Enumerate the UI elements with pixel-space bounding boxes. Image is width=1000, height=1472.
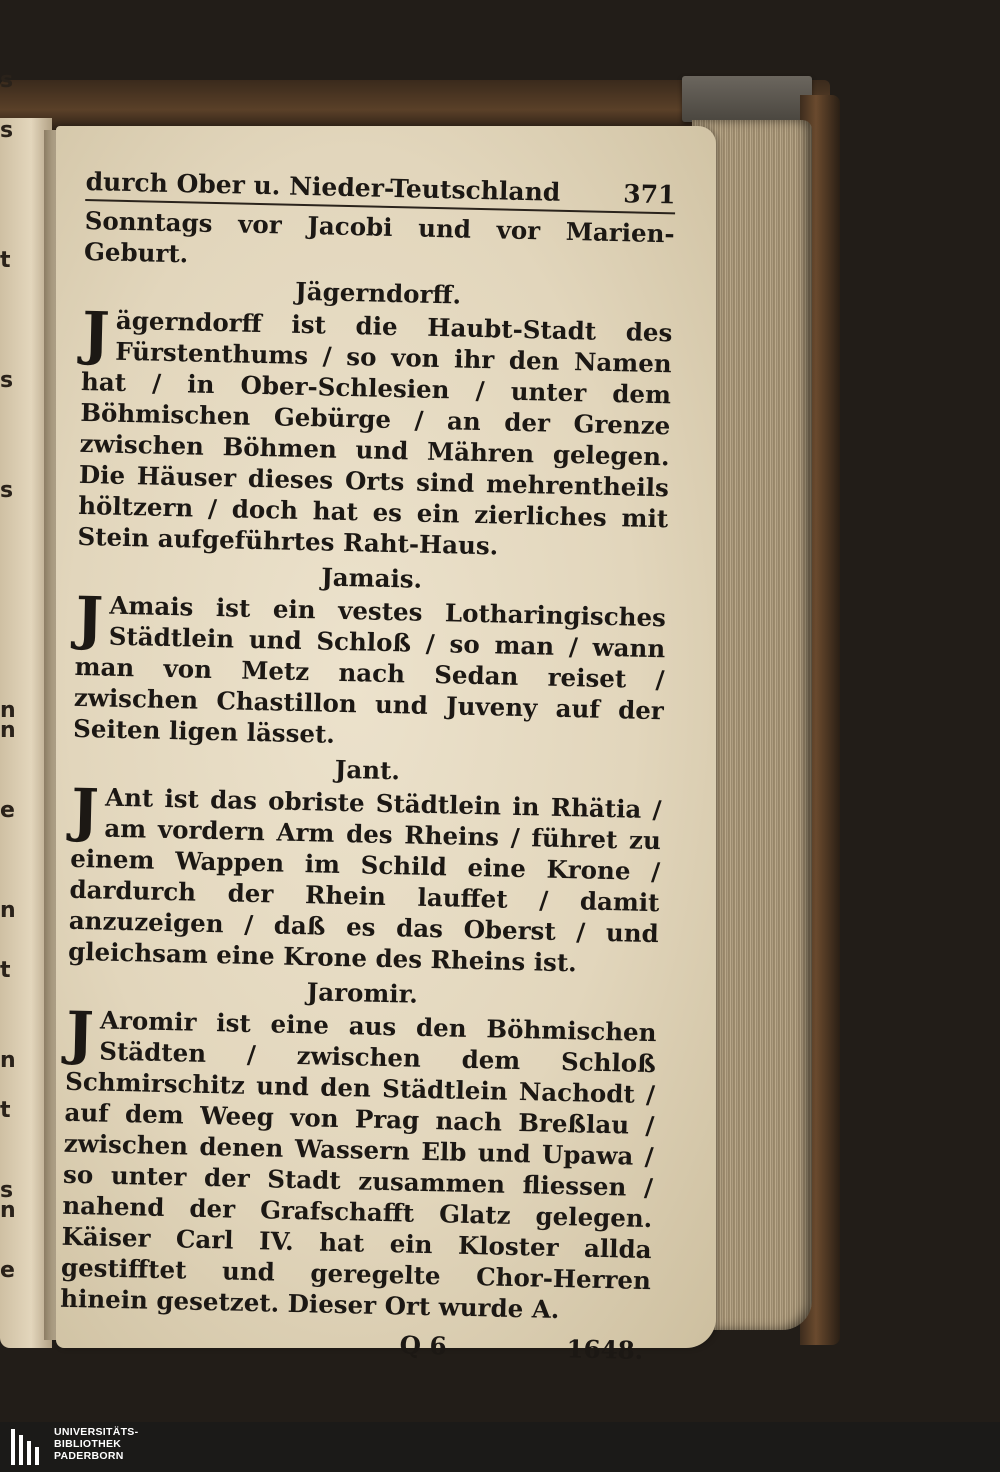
left-edge-letter: t xyxy=(0,248,11,273)
left-edge-letter: s xyxy=(0,68,14,93)
catchword: 1648. xyxy=(566,1334,644,1365)
library-name-line1: UNIVERSITÄTS- xyxy=(54,1426,139,1438)
left-edge-letter: s xyxy=(0,1178,14,1203)
left-edge-letter: t xyxy=(0,958,11,983)
library-name-line2: BIBLIOTHEK xyxy=(54,1438,122,1450)
library-footer-bar xyxy=(0,1422,1000,1472)
left-edge-letter: e xyxy=(0,1258,15,1283)
entry-text: Amais ist ein vestes Lotharingisches Städtlein und Schloß / so man / wann man von Metz nach Sedan reiset / zwischen Chastillon und Juveny auf der Seiten ligen lässet. xyxy=(72,590,667,749)
left-edge-letter: n xyxy=(0,718,16,743)
left-edge-letter: s xyxy=(0,368,14,393)
metal-clasp xyxy=(682,76,812,122)
drop-cap-initial: J xyxy=(65,998,95,1068)
library-name-line3: PADERBORN xyxy=(54,1450,124,1462)
left-page-edge-letters xyxy=(0,68,16,1348)
signature-mark: Q 6 xyxy=(399,1330,447,1361)
drop-cap-initial: J xyxy=(70,775,100,845)
entry-paragraph xyxy=(59,998,657,1327)
entry-text: Aromir ist eine aus den Böhmischen Städten / zwischen dem Schloß Schmirschitz und den Städtlein Nachodt / auf dem Weeg von Prag nach Breßlau / zwischen denen Wassern Elb und Upawa / so unter der Stadt zusammen fliessen / nahend der Grafschafft Glatz gelegen. Käiser Carl IV. hat ein Kloster allda gestifftet und geregelte Chor-Herren hinein gesetzet. Dieser Ort wurde A. xyxy=(59,1005,657,1325)
entry-paragraph xyxy=(72,583,667,757)
entries xyxy=(60,271,674,1327)
left-edge-letter: e xyxy=(0,798,15,823)
entry-heading: Jant. xyxy=(334,754,401,786)
entry-heading: Jägerndorff. xyxy=(294,276,462,310)
left-edge-letter: n xyxy=(0,1198,16,1223)
left-edge-letter: n xyxy=(0,898,16,923)
entry-paragraph xyxy=(77,298,673,565)
page-number: 371 xyxy=(622,179,676,210)
intro-paragraph: Sonntags vor Jacobi und vor Marien-Geburt. xyxy=(83,205,675,269)
entry-paragraph xyxy=(67,775,662,980)
library-logo-icon xyxy=(10,1427,46,1467)
library-name xyxy=(54,1426,138,1462)
left-edge-letter: n xyxy=(0,698,16,723)
left-edge-letter: s xyxy=(0,478,14,503)
entry-text: ägerndorff ist die Haubt-Stadt des Fürstenthums / so von ihr den Namen hat / in Ober-Schlesien / unter dem Böhmischen Gebürge / an der Grenze zwischen Böhmen und Mähren gelegen. Die Häuser dieses Orts sind mehrentheils höltzern / doch hat es ein zierliches mit Stein aufgeführtes Raht-Haus. xyxy=(77,305,673,561)
entry-heading: Jamais. xyxy=(320,562,423,594)
left-edge-letter: s xyxy=(0,118,14,143)
entry-text: Ant ist das obriste Städtlein in Rhätia / am vordern Arm des Rheins / führet zu einem Wappen im Schild eine Krone / dardurch der Rhein lauffet / damit anzuzeigen / daß es das Oberst / und gleichsam eine Krone des Rheins ist. xyxy=(67,782,662,978)
running-head-title: durch Ober u. Nieder-Teutschland xyxy=(85,166,561,207)
drop-cap-initial: J xyxy=(74,583,104,653)
left-edge-letter: t xyxy=(0,1098,11,1123)
left-edge-letter: n xyxy=(0,1048,16,1073)
entry-heading: Jaromir. xyxy=(306,977,419,1009)
page-footer xyxy=(59,1322,650,1366)
page-text-block xyxy=(59,166,676,1366)
drop-cap-initial: J xyxy=(81,298,111,368)
